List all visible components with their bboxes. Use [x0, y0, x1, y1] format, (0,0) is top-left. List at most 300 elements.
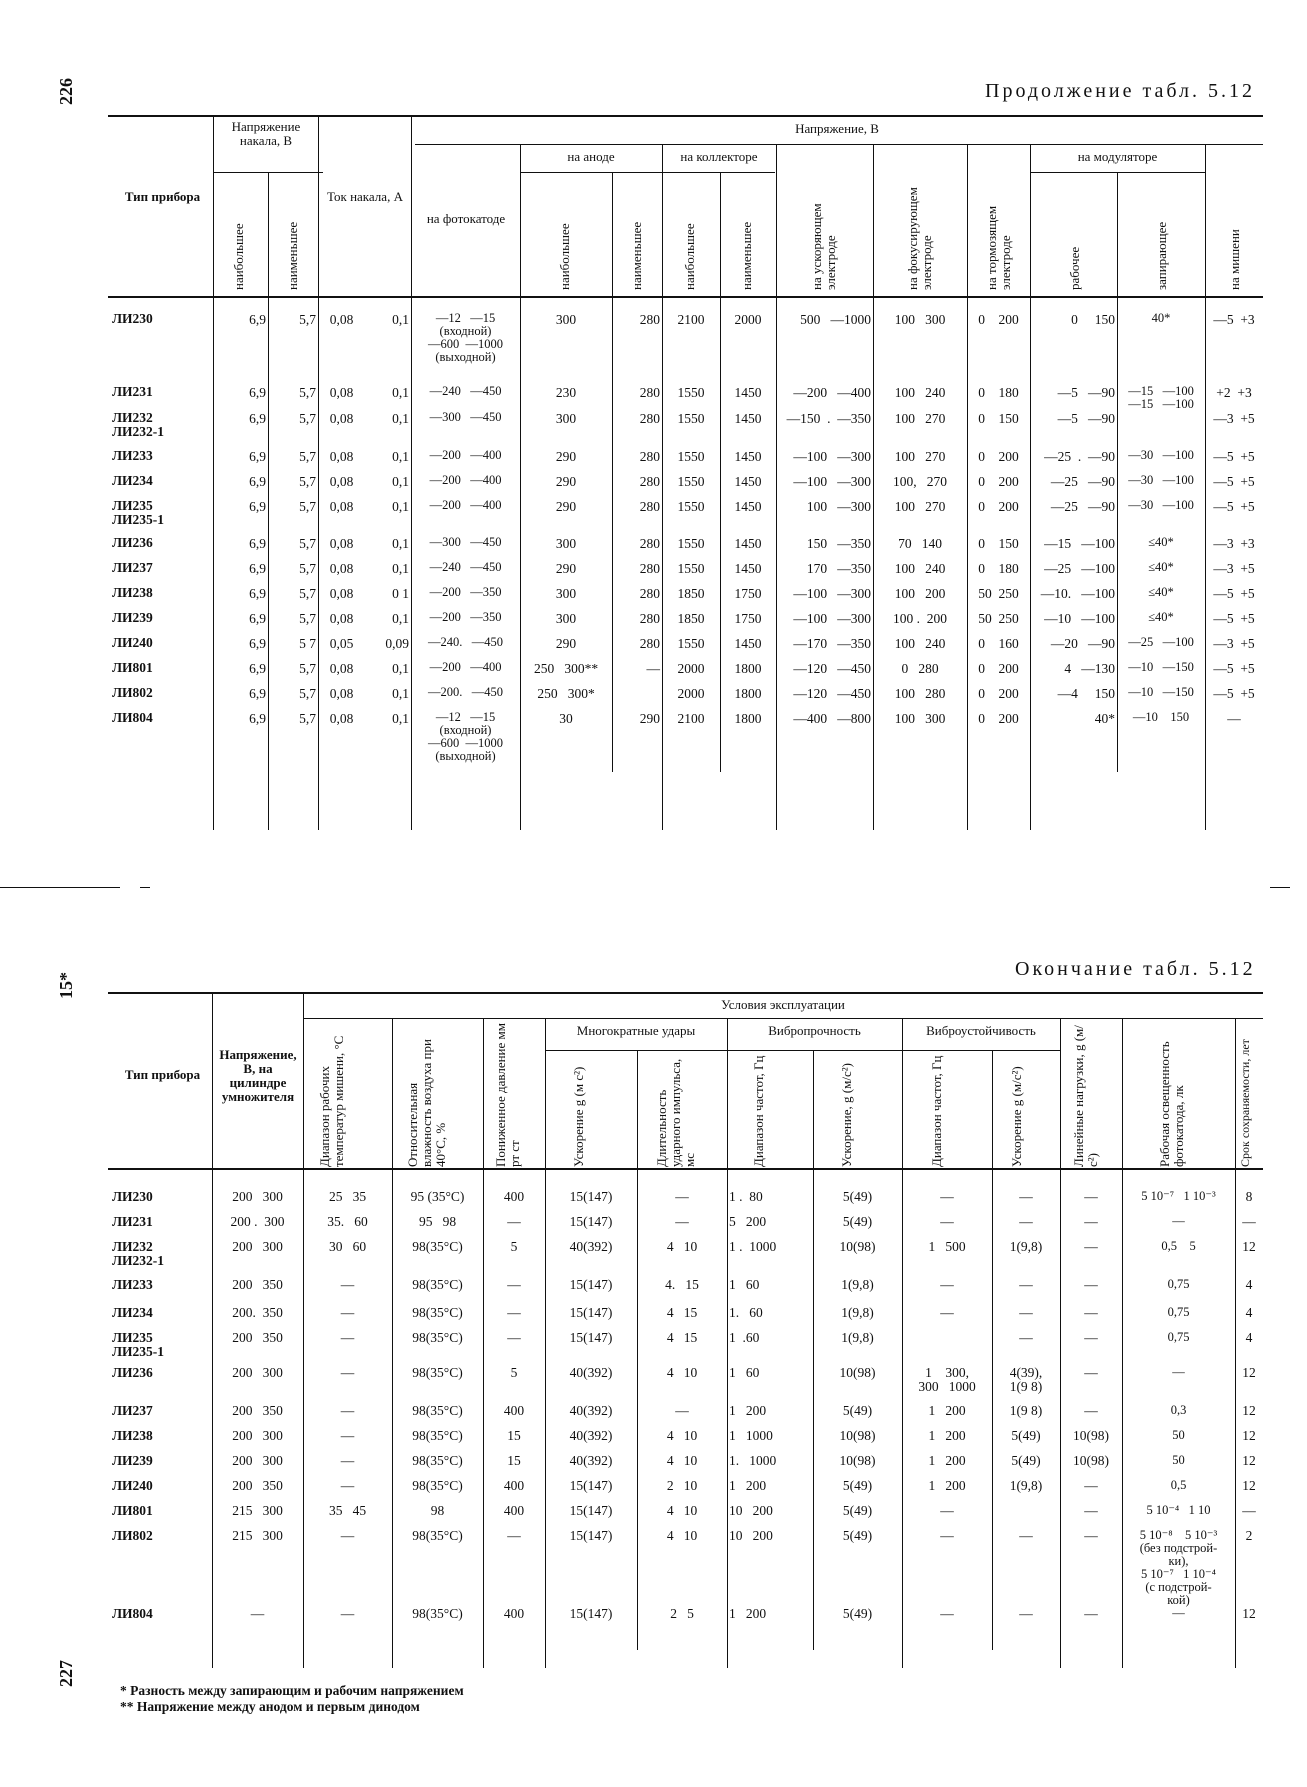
top-cell-co2: 1450 [734, 636, 762, 651]
top-cell-an1: 290 [555, 561, 577, 576]
bottom-cell-rf: — [940, 1189, 954, 1204]
bottom-cell-t: 35 45 [328, 1503, 367, 1518]
top-cell-co1: 2000 [677, 661, 705, 676]
top-cell-co2: 1450 [734, 474, 762, 489]
top-cell-an1: 300 [555, 411, 577, 426]
bottom-cell-rf [902, 1331, 992, 1366]
top-cell-ml: —30 —100 [1128, 498, 1194, 512]
bottom-cell-t: — [340, 1478, 355, 1493]
hdr-photocathode: на фотокатоде [426, 211, 506, 226]
bottom-cell-name: ЛИ240 [112, 1478, 153, 1493]
top-cell-hv_min: 5,7 [299, 385, 316, 400]
bottom-cell-rf: — [940, 1277, 954, 1292]
top-cell-hc2: 0,1 [392, 661, 409, 676]
bottom-cell-v: 200 350 [232, 1277, 283, 1292]
bottom-cell-st: — [1242, 1214, 1256, 1229]
bottom-cell-ra: 5(49) [1011, 1428, 1041, 1443]
top-cell-hv_max: 6,9 [249, 474, 266, 489]
bottom-cell-vf: 1 200 [729, 1478, 767, 1493]
bottom-cell-va: 10(98) [839, 1365, 876, 1380]
bottom-table-caption: Окончание табл. 5.12 [1015, 958, 1256, 980]
top-cell-mw: —5 —90 [1057, 385, 1115, 400]
top-cell-hc1: 0,08 [329, 499, 354, 514]
top-cell-hv_max: 6,9 [249, 561, 266, 576]
top-cell-an1: 290 [555, 499, 577, 514]
top-cell-co2: 1450 [734, 411, 762, 426]
bottom-cell-id: — [675, 1189, 689, 1204]
top-cell-name: ЛИ240 [112, 635, 153, 650]
top-cell-foc: 100 280 [894, 686, 946, 701]
bottom-cell-v: 200 300 [232, 1453, 283, 1468]
bottom-cell-il: — [1172, 1214, 1185, 1228]
top-cell-ml: ≤40* [1148, 535, 1174, 549]
bottom-cell-va: 5(49) [842, 1606, 873, 1621]
bottom-cell-ia: 15(147) [569, 1330, 613, 1345]
hdr-b-voltage: Напряжение, В, на цилиндре умножителя [219, 1047, 297, 1104]
top-cell-an1: 300 [555, 586, 577, 601]
bottom-cell-va: 10(98) [839, 1428, 876, 1443]
top-cell-an1: 290 [555, 474, 577, 489]
top-cell-an2: 280 [639, 611, 660, 626]
bottom-cell-vf: 1 .60 [729, 1330, 760, 1345]
top-cell-co2: 1450 [734, 385, 762, 400]
top-cell-ml: —10 150 [1132, 710, 1190, 724]
bottom-cell-st: 4 [1245, 1277, 1253, 1292]
top-cell-foc: 0 280 [901, 661, 939, 676]
bottom-cell-name: ЛИ230 [112, 1189, 153, 1204]
bottom-cell-h: 98(35°С) [412, 1330, 463, 1345]
top-cell-an2: 280 [639, 449, 660, 464]
bottom-cell-st: 2 [1245, 1528, 1253, 1543]
top-cell-an1: 290 [555, 449, 577, 464]
bottom-cell-v: 200 300 [232, 1239, 283, 1254]
top-cell-hv_max: 6,9 [249, 686, 266, 701]
top-cell-co1: 1850 [677, 611, 705, 626]
top-cell-acc: 100 —300 [806, 499, 871, 514]
bottom-cell-ra: 1(9,8) [1009, 1478, 1043, 1493]
bottom-table-row [108, 1278, 1263, 1306]
hdr-brake: на тормозящем электроде [984, 205, 1013, 290]
bottom-cell-rf: — [940, 1214, 954, 1229]
top-cell-co2: 2000 [734, 312, 762, 327]
top-cell-ml: —30 —100 [1128, 448, 1194, 462]
top-cell-hc2: 0,1 [392, 411, 409, 426]
top-cell-foc: 100 . 200 [893, 611, 947, 626]
top-cell-brk: 0 180 [978, 561, 1019, 576]
bottom-cell-il: 50 [1172, 1453, 1185, 1467]
top-cell-tg: —5 +3 [1213, 312, 1255, 327]
bottom-cell-v: 215 300 [232, 1503, 283, 1518]
bottom-cell-ia: 40(392) [569, 1428, 613, 1443]
top-cell-hc1: 0,08 [329, 686, 354, 701]
bottom-cell-v: 200 . 300 [230, 1214, 285, 1229]
top-cell-brk: 0 200 [978, 711, 1019, 726]
top-cell-hc2: 0,09 [385, 636, 409, 651]
top-cell-hv_min: 5,7 [299, 536, 316, 551]
top-cell-acc: —120 —450 [793, 661, 871, 676]
top-cell-hv_min: 5,7 [299, 561, 316, 576]
top-table-row [108, 536, 1263, 561]
top-cell-tg: —5 +5 [1213, 449, 1255, 464]
top-cell-co2: 1750 [734, 586, 762, 601]
hdr-b-impact-accel: Ускорение g (м с²) [571, 1066, 586, 1167]
bottom-cell-rf: 1 500 [928, 1239, 966, 1254]
hdr-b-linear: Линейные нагрузки, g (м/с²) [1071, 1025, 1100, 1167]
bottom-cell-va: 5(49) [842, 1528, 873, 1543]
top-table-row [108, 561, 1263, 586]
top-cell-tg: —5 +5 [1213, 474, 1255, 489]
bottom-cell-st: 4 [1245, 1330, 1253, 1345]
top-cell-pc: —240 —450 [429, 384, 502, 398]
top-cell-hc1: 0,08 [329, 561, 354, 576]
top-cell-hc2: 0,1 [392, 449, 409, 464]
bottom-cell-ra: — [1019, 1330, 1033, 1345]
bottom-cell-t: — [340, 1305, 355, 1320]
bottom-cell-st: 12 [1242, 1428, 1256, 1443]
top-cell-hv_min: 5,7 [299, 449, 316, 464]
hdr-b-impact-dur: Длительность ударного импульса, мс [654, 1058, 697, 1167]
bottom-table-row [108, 1529, 1263, 1607]
bottom-cell-va: 1(9,8) [841, 1305, 874, 1320]
top-cell-name: ЛИ233 [112, 448, 153, 463]
bottom-cell-name: ЛИ236 [112, 1365, 153, 1380]
bottom-cell-ia: 15(147) [569, 1214, 613, 1229]
bottom-cell-v: 200 350 [232, 1403, 283, 1418]
top-cell-foc: 100 200 [894, 586, 946, 601]
top-cell-hv_max: 6,9 [249, 661, 266, 676]
top-cell-pc: —200 —350 [429, 585, 502, 599]
top-cell-tg: — [1227, 711, 1241, 726]
bottom-cell-st: 12 [1242, 1403, 1256, 1418]
top-cell-tg: —5 +5 [1213, 499, 1255, 514]
bottom-table-row [108, 1504, 1263, 1529]
top-cell-name: ЛИ238 [112, 585, 153, 600]
bottom-table-row [108, 1607, 1263, 1632]
top-cell-co1: 2100 [677, 711, 705, 726]
top-table-row [108, 661, 1263, 686]
page-number-top: 226 [56, 78, 76, 105]
top-cell-foc: 100 270 [894, 499, 946, 514]
hdr-heater-voltage: Напряжение накала, В [231, 119, 301, 148]
top-cell-hc2: 0,1 [392, 536, 409, 551]
top-cell-pc: —200 —400 [429, 448, 502, 462]
bottom-cell-id: 4 10 [666, 1503, 698, 1518]
bottom-cell-st: 12 [1242, 1239, 1256, 1254]
page-number-bottom: 227 [56, 1660, 76, 1687]
bottom-cell-v: 200 300 [232, 1428, 283, 1443]
top-cell-an1: 30 [559, 711, 573, 726]
bottom-table-row [108, 1479, 1263, 1504]
top-cell-mw: —5 —90 [1057, 411, 1115, 426]
bottom-cell-p: 5 [510, 1365, 518, 1380]
top-cell-co1: 2100 [677, 312, 705, 327]
bottom-cell-p: — [507, 1305, 521, 1320]
top-cell-co2: 1750 [734, 611, 762, 626]
bottom-table-row [108, 1331, 1263, 1366]
top-cell-mw: —25 —90 [1050, 499, 1115, 514]
top-cell-name: ЛИ802 [112, 685, 153, 700]
top-cell-mw: —25 —100 [1044, 561, 1115, 576]
bottom-cell-ia: 40(392) [569, 1239, 613, 1254]
top-cell-hv_min: 5,7 [299, 711, 316, 726]
bottom-cell-ln: 10(98) [1073, 1428, 1109, 1443]
bottom-cell-va: 1(9,8) [841, 1330, 874, 1345]
bottom-cell-ln: — [1084, 1503, 1098, 1518]
bottom-cell-ln: — [1084, 1214, 1098, 1229]
bottom-cell-t: — [340, 1528, 355, 1543]
top-cell-foc: 100 300 [894, 711, 946, 726]
top-cell-hc1: 0,08 [329, 411, 354, 426]
top-cell-foc: 100 270 [894, 411, 946, 426]
top-cell-hv_min: 5,7 [299, 499, 316, 514]
bottom-cell-vf: 1 1000 [729, 1428, 773, 1443]
top-cell-co1: 1550 [677, 449, 705, 464]
bottom-table-row [108, 1366, 1263, 1404]
hdr-b-type: Тип прибора [124, 1067, 201, 1082]
bottom-cell-vf: 1. 1000 [729, 1453, 777, 1468]
top-cell-an1: 230 [555, 385, 577, 400]
bottom-cell-va: 10(98) [839, 1453, 876, 1468]
top-cell-foc: 70 140 [898, 536, 942, 551]
top-cell-name: ЛИ236 [112, 535, 153, 550]
bottom-cell-t: — [340, 1428, 355, 1443]
bottom-cell-h: 95 98 [418, 1214, 457, 1229]
top-table-row [108, 711, 1263, 763]
bottom-cell-ln: — [1084, 1189, 1098, 1204]
bottom-cell-ra: 1(9,8) [1009, 1239, 1043, 1254]
top-cell-hc1: 0,08 [329, 385, 354, 400]
top-cell-an2: 280 [639, 411, 660, 426]
bottom-cell-vf: 1 200 [729, 1606, 767, 1621]
bottom-cell-ln: — [1084, 1403, 1098, 1418]
bottom-cell-ia: 15(147) [569, 1528, 613, 1543]
footnote-2: ** Напряжение между анодом и первым динодом [120, 1699, 420, 1714]
top-cell-tg: —3 +5 [1213, 636, 1255, 651]
bottom-cell-st: — [1242, 1503, 1256, 1518]
bottom-cell-ln: — [1084, 1606, 1098, 1621]
bottom-cell-ln: 10(98) [1073, 1453, 1109, 1468]
bottom-cell-v: 215 300 [232, 1528, 283, 1543]
top-cell-brk: 0 200 [978, 499, 1019, 514]
top-cell-pc: —12 —15 (входной) —600 —1000 (выходной) [428, 311, 503, 364]
top-table-row [108, 449, 1263, 474]
top-cell-foc: 100 240 [894, 385, 946, 400]
hdr-mod-lock: запирающее [1154, 221, 1169, 290]
bottom-cell-id: 2 5 [670, 1606, 694, 1621]
top-cell-mw: —20 —90 [1050, 636, 1115, 651]
bottom-cell-vf: 1 . 80 [729, 1189, 763, 1204]
bottom-cell-il: 0,75 [1167, 1305, 1190, 1319]
hdr-anode-max: наибольшее [557, 223, 572, 290]
bottom-cell-rf: 1 200 [928, 1478, 966, 1493]
bottom-cell-id: — [675, 1403, 689, 1418]
bottom-cell-t: — [340, 1606, 355, 1621]
top-cell-hv_max: 6,9 [249, 611, 266, 626]
hdr-coll-max: наибольшее [682, 223, 697, 290]
top-table-body [108, 312, 1263, 763]
top-cell-pc: —200 —400 [429, 660, 502, 674]
top-cell-acc: —200 —400 [793, 385, 871, 400]
top-table-row [108, 312, 1263, 385]
top-cell-hv_min: 5 7 [299, 636, 316, 651]
bottom-cell-p: 15 [507, 1428, 521, 1443]
top-cell-hv_max: 6,9 [249, 499, 266, 514]
top-cell-an2: 280 [639, 474, 660, 489]
top-cell-pc: —200 —350 [429, 610, 502, 624]
top-cell-acc: —150 . —350 [786, 411, 871, 426]
bottom-cell-t: 35. 60 [327, 1214, 368, 1229]
bottom-cell-id: 2 10 [666, 1478, 698, 1493]
bottom-cell-ia: 40(392) [569, 1365, 613, 1380]
hdr-b-humidity: Относительная влажность воздуха при 40°С, % [405, 1039, 448, 1167]
top-cell-hc1: 0,08 [329, 536, 354, 551]
top-cell-brk: 0 200 [978, 661, 1019, 676]
top-cell-an2 [612, 686, 662, 711]
bottom-cell-h: 98(35°С) [412, 1277, 463, 1292]
top-cell-brk: 0 180 [978, 385, 1019, 400]
bottom-cell-rf: 1 200 [928, 1453, 966, 1468]
bottom-cell-ia: 15(147) [569, 1277, 613, 1292]
top-cell-co1: 1550 [677, 636, 705, 651]
top-cell-an1: 290 [555, 636, 577, 651]
bottom-cell-p: — [507, 1330, 521, 1345]
top-cell-acc: —400 —800 [793, 711, 871, 726]
top-cell-acc: —170 —350 [793, 636, 871, 651]
top-cell-ml: ≤40* [1148, 585, 1174, 599]
top-cell-hc2: 0,1 [392, 711, 409, 726]
top-cell-hc1: 0,08 [329, 449, 354, 464]
top-cell-acc: —100 —300 [793, 474, 871, 489]
bottom-cell-ia: 40(392) [569, 1403, 613, 1418]
top-cell-mw: 40* [1094, 711, 1115, 726]
bottom-cell-name: ЛИ804 [112, 1606, 153, 1621]
bottom-cell-id: 4 15 [666, 1330, 698, 1345]
top-cell-tg: +2 +3 [1216, 385, 1252, 400]
top-table-row [108, 385, 1263, 411]
top-cell-an2: 280 [639, 636, 660, 651]
bottom-cell-vf: 1 60 [729, 1277, 760, 1292]
top-cell-hc2: 0,1 [392, 611, 409, 626]
top-cell-tg: —5 +5 [1213, 611, 1255, 626]
top-cell-tg: —3 +5 [1213, 411, 1255, 426]
bottom-cell-il: 0,5 [1170, 1478, 1187, 1492]
top-cell-acc: 500 —1000 [800, 312, 871, 327]
hdr-b-impacts: Многократные удары [576, 1023, 696, 1038]
top-cell-name: ЛИ232 ЛИ232-1 [112, 410, 165, 439]
bottom-cell-va: 5(49) [842, 1214, 873, 1229]
hdr-coll-min: наименьшее [739, 221, 754, 290]
top-cell-co1: 1550 [677, 536, 705, 551]
bottom-cell-ra: 5(49) [1011, 1453, 1041, 1468]
top-cell-pc: —200 —400 [429, 473, 502, 487]
bottom-cell-ln: — [1084, 1478, 1098, 1493]
hdr-hv-max: наибольшее [231, 223, 246, 290]
bottom-cell-st: 12 [1242, 1453, 1256, 1468]
bottom-cell-id: — [675, 1214, 689, 1229]
top-cell-ml: 40* [1151, 311, 1171, 325]
top-cell-mw: —15 —100 [1044, 536, 1115, 551]
hdr-mod-work: рабочее [1067, 246, 1082, 290]
top-cell-co2: 1800 [734, 661, 762, 676]
top-cell-hc2: 0 1 [392, 586, 409, 601]
top-cell-co2: 1450 [734, 561, 762, 576]
hdr-hv-min: наименьшее [285, 221, 300, 290]
top-cell-an2: 280 [639, 586, 660, 601]
top-cell-co1: 1550 [677, 499, 705, 514]
top-cell-co1: 1550 [677, 561, 705, 576]
bottom-cell-st: 12 [1242, 1365, 1256, 1380]
bottom-cell-rf: — [940, 1503, 954, 1518]
top-cell-brk: 0 150 [978, 536, 1019, 551]
bottom-cell-rf: — [940, 1528, 954, 1543]
bottom-cell-h: 98(35°С) [412, 1239, 463, 1254]
bottom-cell-vf: 1 200 [729, 1403, 767, 1418]
top-cell-tg: —3 +3 [1213, 536, 1255, 551]
top-cell-ml: ≤40* [1148, 560, 1174, 574]
top-cell-an2: 280 [639, 312, 660, 327]
top-cell-hc1: 0,08 [329, 611, 354, 626]
bottom-cell-st: 12 [1242, 1478, 1256, 1493]
hdr-b-vib-strength: Вибропрочность [768, 1023, 861, 1038]
top-cell-hv_max: 6,9 [249, 586, 266, 601]
hdr-modulator: на модуляторе [1077, 149, 1158, 164]
top-cell-ml: —15 —100 —15 —100 [1128, 384, 1194, 411]
bottom-cell-v: 200. 350 [232, 1305, 283, 1320]
top-cell-tg: —5 +5 [1213, 586, 1255, 601]
bottom-cell-rf: — [940, 1606, 954, 1621]
top-cell-an2: 280 [639, 561, 660, 576]
top-cell-mw: —10 —100 [1044, 611, 1115, 626]
bottom-cell-v: 200 300 [232, 1189, 283, 1204]
bottom-cell-name: ЛИ239 [112, 1453, 153, 1468]
bottom-cell-t: — [340, 1403, 355, 1418]
bottom-cell-st: 4 [1245, 1305, 1253, 1320]
hdr-type: Тип прибора [124, 189, 201, 204]
top-table-row [108, 611, 1263, 636]
top-cell-mw: —10. —100 [1040, 586, 1115, 601]
top-cell-brk: 50 250 [978, 611, 1019, 626]
bottom-cell-id: 4 10 [666, 1528, 698, 1543]
bottom-cell-h: 98 [430, 1503, 445, 1518]
top-cell-hc2: 0,1 [392, 474, 409, 489]
bottom-cell-h: 95 (35°С) [410, 1189, 465, 1204]
top-cell-hv_min: 5,7 [299, 586, 316, 601]
top-cell-co2: 1800 [734, 711, 762, 726]
bottom-cell-ln: — [1084, 1239, 1098, 1254]
bottom-cell-ia: 40(392) [569, 1453, 613, 1468]
bottom-table-row [108, 1454, 1263, 1479]
top-cell-an1: 300 [555, 312, 577, 327]
bottom-cell-id: 4 10 [666, 1453, 698, 1468]
top-cell-acc: —100 —300 [793, 449, 871, 464]
bottom-cell-va: 5(49) [842, 1503, 873, 1518]
bottom-cell-vf: 1 . 1000 [729, 1239, 777, 1254]
top-cell-name: ЛИ230 [112, 311, 153, 326]
bottom-cell-il: — [1172, 1365, 1185, 1379]
hdr-b-accel: Ускорение, g (м/с²) [839, 1063, 854, 1167]
bottom-cell-id: 4 10 [666, 1365, 698, 1380]
bottom-table-row [108, 1404, 1263, 1429]
top-cell-hv_min: 5,7 [299, 661, 316, 676]
bottom-cell-ra: — [1019, 1305, 1033, 1320]
top-cell-an2: 290 [639, 711, 660, 726]
bottom-cell-vf: 1. 60 [729, 1305, 763, 1320]
bottom-table-body [108, 1190, 1263, 1632]
bottom-table-row [108, 1429, 1263, 1454]
bottom-cell-rf: 1 200 [928, 1403, 966, 1418]
top-cell-hv_min: 5,7 [299, 312, 316, 327]
hdr-focus: на фокусирующем электроде [905, 187, 934, 290]
